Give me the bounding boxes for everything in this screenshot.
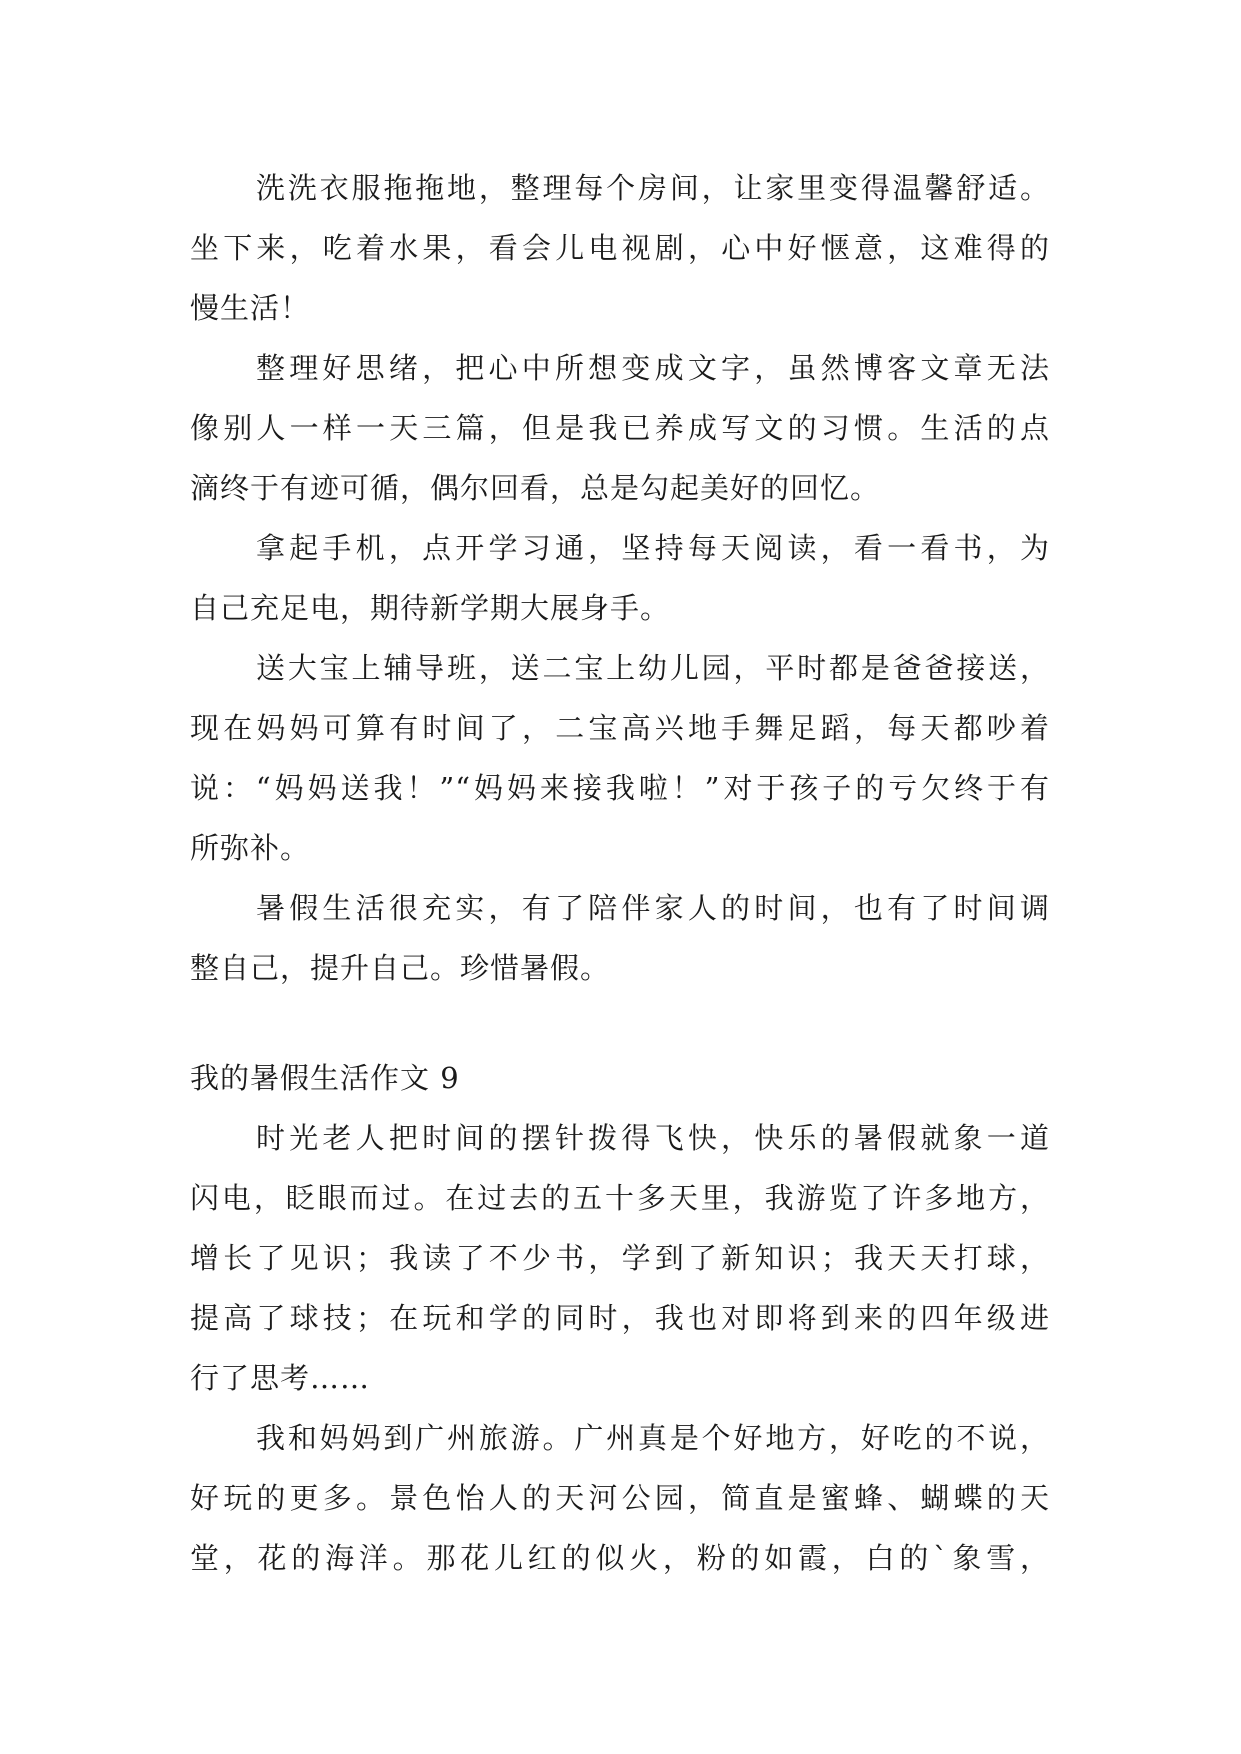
text-line: 滴终于有迹可循，偶尔回看，总是勾起美好的回忆。 bbox=[190, 471, 881, 505]
text-line: 行了思考…… bbox=[190, 1361, 371, 1395]
paragraph-3 bbox=[190, 518, 1050, 638]
section-gap bbox=[190, 998, 1050, 1048]
text-line: 自己充足电，期待新学期大展身手。 bbox=[190, 591, 671, 625]
text-line: 洗洗衣服拖拖地，整理每个房间，让家里变得温馨舒适。 bbox=[256, 171, 1050, 205]
paragraph-4 bbox=[190, 638, 1050, 878]
text-line: 整自己，提升自己。珍惜暑假。 bbox=[190, 951, 611, 985]
text-line: 所弥补。 bbox=[190, 831, 311, 865]
text-line: 说：“妈妈送我！”“妈妈来接我啦！”对于孩子的亏欠终于有 bbox=[190, 771, 1050, 805]
paragraph-5 bbox=[190, 878, 1050, 998]
text-line: 慢生活！ bbox=[190, 291, 311, 325]
text-line: 现在妈妈可算有时间了，二宝高兴地手舞足蹈，每天都吵着 bbox=[190, 711, 1050, 745]
text-line: 坐下来，吃着水果，看会儿电视剧，心中好惬意，这难得的 bbox=[190, 231, 1050, 265]
section-title: 我的暑假生活作文 9 bbox=[190, 1061, 460, 1095]
text-line: 闪电，眨眼而过。在过去的五十多天里，我游览了许多地方， bbox=[190, 1181, 1050, 1215]
text-line: 整理好思绪，把心中所想变成文字，虽然博客文章无法 bbox=[256, 351, 1050, 385]
text-line: 时光老人把时间的摆针拨得飞快，快乐的暑假就象一道 bbox=[256, 1121, 1050, 1155]
text-line: 好玩的更多。景色怡人的天河公园，简直是蜜蜂、蝴蝶的天 bbox=[190, 1481, 1050, 1515]
text-line: 我和妈妈到广州旅游。广州真是个好地方，好吃的不说， bbox=[256, 1421, 1050, 1455]
paragraph-2 bbox=[190, 338, 1050, 518]
text-line: 送大宝上辅导班，送二宝上幼儿园，平时都是爸爸接送， bbox=[256, 651, 1050, 685]
text-line: 堂，花的海洋。那花儿红的似火，粉的如霞，白的`象雪， bbox=[190, 1541, 1050, 1575]
text-line: 拿起手机，点开学习通，坚持每天阅读，看一看书，为 bbox=[256, 531, 1050, 565]
paragraph-7 bbox=[190, 1408, 1050, 1588]
text-line: 像别人一样一天三篇，但是我已养成写文的习惯。生活的点 bbox=[190, 411, 1050, 445]
paragraph-6 bbox=[190, 1108, 1050, 1408]
text-line: 暑假生活很充实，有了陪伴家人的时间，也有了时间调 bbox=[256, 891, 1050, 925]
document-page bbox=[190, 158, 1050, 1588]
paragraph-1 bbox=[190, 158, 1050, 338]
text-line: 增长了见识；我读了不少书，学到了新知识；我天天打球， bbox=[190, 1241, 1050, 1275]
text-line: 提高了球技；在玩和学的同时，我也对即将到来的四年级进 bbox=[190, 1301, 1050, 1335]
